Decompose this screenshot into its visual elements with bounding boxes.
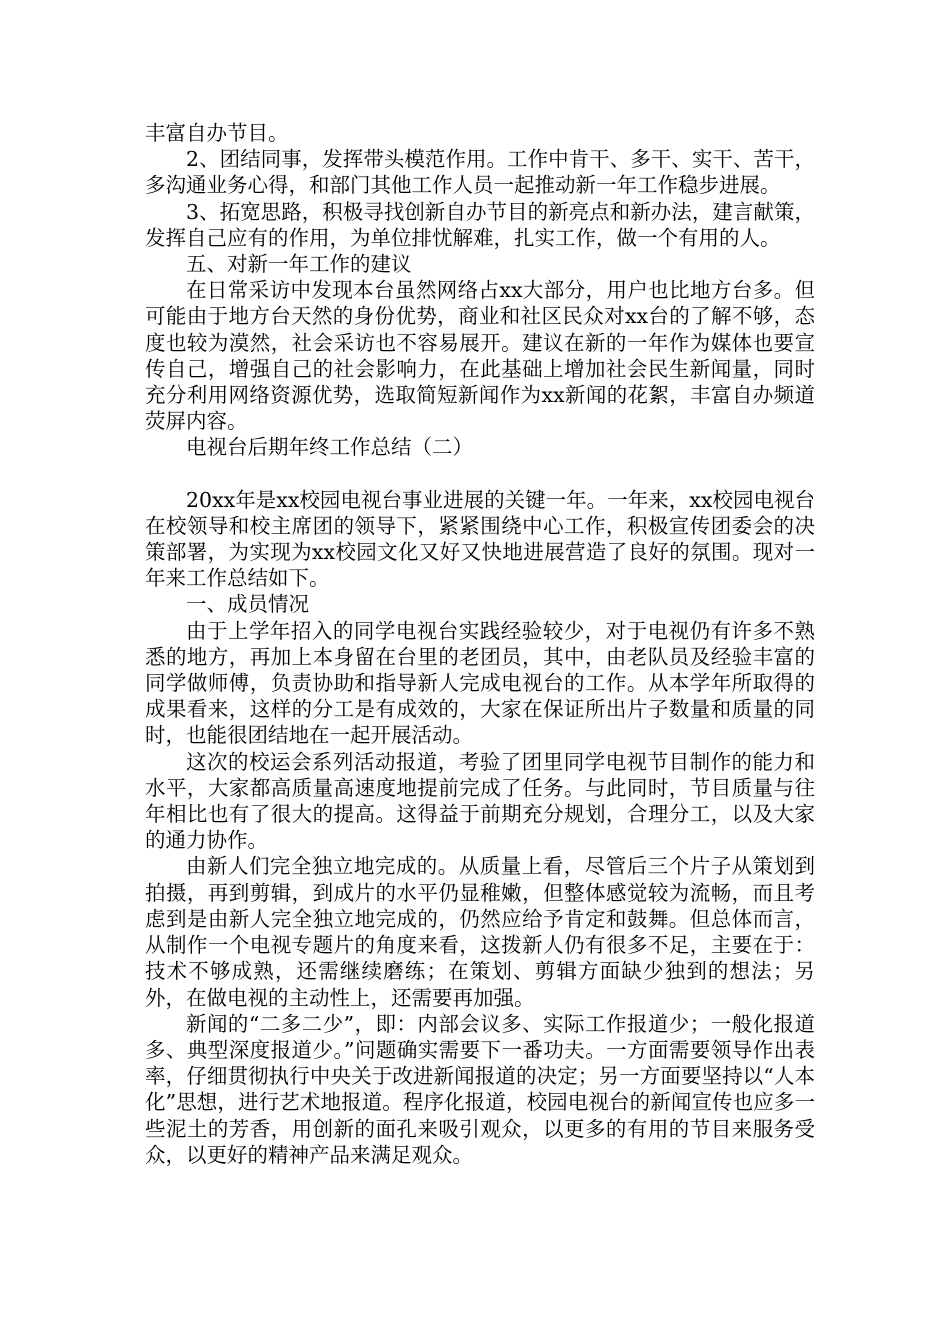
list-item-3: 3、拓宽思路，积极寻找创新自办节目的新亮点和新办法，建言献策，发挥自己应有的作用，为单位排忧解难，扎实工作，做一个有用的人。 bbox=[145, 199, 815, 250]
section-1-heading: 一、成员情况 bbox=[186, 592, 309, 617]
document-title-part-2: 电视台后期年终工作总结（二） bbox=[186, 435, 473, 460]
list-item-2: 2、团结同事，发挥带头模范作用。工作中肯干、多干、实干、苦干，多沟通业务心得，和部门其他工作人员一起推动新一年工作稳步进展。 bbox=[145, 147, 815, 198]
document-page bbox=[145, 120, 815, 1168]
news-paragraph: 新闻的“二多二少”，即：内部会议多、实际工作报道少；一般化报道多、典型深度报道少。”问题确实需要下一番功夫。一方面需要领导作出表率，仔细贯彻执行中央关于改进新闻报道的决定；另一方面要坚持以“人本化”思想，进行艺术地报道。程序化报道，校园电视台的新闻宣传也应多一些泥土的芳香，用创新的面孔来吸引观众，以更多的有用的节目来服务受众，以更好的精神产品来满足观众。 bbox=[145, 1011, 815, 1167]
members-paragraph-3: 由新人们完全独立地完成的。从质量上看，尽管后三个片子从策划到拍摄，再到剪辑，到成片的水平仍显稚嫩，但整体感觉较为流畅，而且考虑到是由新人完全独立地完成的，仍然应给予肯定和鼓舞。但总体而言，从制作一个电视专题片的角度来看，这拨新人仍有很多不足，主要在于：技术不够成熟，还需继续磨练；在策划、剪辑方面缺少独到的想法；另外，在做电视的主动性上，还需要再加强。 bbox=[145, 854, 815, 1010]
blank-line bbox=[145, 461, 815, 487]
members-paragraph-2: 这次的校运会系列活动报道，考验了团里同学电视节目制作的能力和水平，大家都高质量高速度地提前完成了任务。与此同时，节目质量与往年相比也有了很大的提高。这得益于前期充分规划，合理分工，以及大家的通力协作。 bbox=[145, 749, 815, 853]
section-5-body: 在日常采访中发现本台虽然网络占xx大部分，用户也比地方台多。但可能由于地方台天然的身份优势，商业和社区民众对xx台的了解不够，态度也较为漠然，社会采访也不容易展开。建议在新的一年作为媒体也要宣传自己，增强自己的社会影响力，在此基础上增加社会民生新闻量，同时充分利用网络资源优势，选取简短新闻作为xx新闻的花絮，丰富自办频道荧屏内容。 bbox=[145, 278, 815, 434]
intro-paragraph: 20xx年是xx校园电视台事业进展的关键一年。一年来，xx校园电视台在校领导和校主席团的领导下，紧紧围绕中心工作，积极宣传团委会的决策部署，为实现为xx校园文化又好又快地进展营造了良好的氛围。现对一年来工作总结如下。 bbox=[145, 487, 815, 591]
members-paragraph-1: 由于上学年招入的同学电视台实践经验较少，对于电视仍有许多不熟悉的地方，再加上本身留在台里的老团员，其中，由老队员及经验丰富的同学做师傅，负责协助和指导新人完成电视台的工作。从本学年所取得的成果看来，这样的分工是有成效的，大家在保证所出片子数量和质量的同时，也能很团结地在一起开展活动。 bbox=[145, 618, 815, 748]
continued-paragraph: 丰富自办节目。 bbox=[145, 121, 289, 145]
section-5-heading: 五、对新一年工作的建议 bbox=[186, 252, 412, 277]
